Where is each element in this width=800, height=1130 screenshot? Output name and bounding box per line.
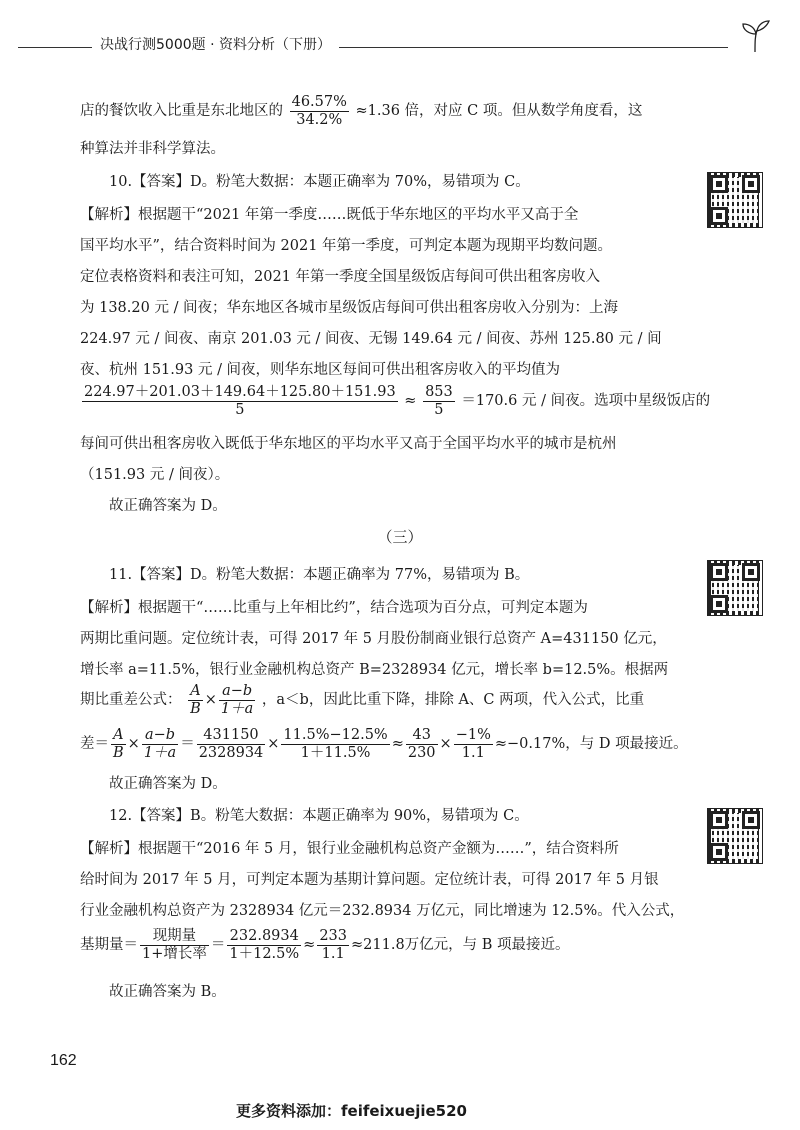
section-heading: （三） [377,528,423,546]
formula-line: 基期量＝ $\frac{\text{现期量}}{\text{1+增长率}}$ ＝ $\frac{232.8934}{1+12.5\%}$ ≈ $\frac{233}{1.1}$ ≈211.8万亿元，与 B 项最接近。 [80,928,570,962]
explanation-line: 224.97 元 / 间夜、南京 201.03 元 / 间夜、无锡 149.64 元 / 间夜、苏州 125.80 元 / 间 [80,331,662,347]
explanation-line: 行业金融机构总资产为 2328934 亿元＝232.8934 万亿元，同比增速为 12.5%。代入公式， [80,903,685,919]
explanation-line: 为 138.20 元 / 间夜；华东地区各城市星级饭店每间可供出租客房收入分别为：上海 [80,300,619,316]
qr-code-icon[interactable] [707,560,763,616]
explanation-line: 国平均水平”，结合资料时间为 2021 年第一季度，可判定本题为现期平均数问题。 [80,238,613,254]
formula-line: 差＝ $\frac{A}{B}$ × $\frac{a-b}{1+a}$ ＝ $\frac{431150}{2328934}$ × $\frac{11.5\%-12.5\%}{1+11.5\%}$ ≈ $\frac{43}{230}$ × $\frac{-1\%}{1.1}$ ≈−0.17%，与 D 项最接近。 [80,727,688,761]
ratio-fraction: $\frac{46.57\%}{34.2\%}$ [291,94,347,128]
answer-conclusion: 故正确答案为 D。 [109,776,227,792]
watermark-text: 更多资料添加：feifeixuejie520 [236,1102,467,1120]
answer-12: 12.【答案】B。粉笔大数据：本题正确率为 90%，易错项为 C。 [109,808,529,824]
running-header-title: 决战行测5000题 · 资料分析（下册） [92,34,339,54]
formula-line: 期比重差公式： $\frac{A}{B}$ × $\frac{a-b}{1+a}$ ，a＜b，因此比重下降，排除 A、C 两项，代入公式，比重 [80,683,645,717]
explanation-line: （151.93 元 / 间夜）。 [80,467,230,483]
qr-code-icon[interactable] [707,172,763,228]
paragraph-line: 店的餐饮收入比重是东北地区的 $\frac{46.57\%}{34.2\%}$ ≈1.36 倍，对应 C 项。但从数学角度看，这 [80,94,643,128]
qr-code-icon[interactable] [707,808,763,864]
explanation-line: 定位表格资料和表注可知，2021 年第一季度全国星级饭店每间可供出租客房收入 [80,269,601,285]
explanation-line: 两期比重问题。定位统计表，可得 2017 年 5 月股份制商业银行总资产 A=431150 亿元， [80,631,667,647]
explanation-line: 【解析】根据题干“2016 年 5 月，银行业金融机构总资产金额为……”，结合资料所 [80,841,619,857]
page-number: 162 [50,1052,77,1069]
answer-11: 11.【答案】D。粉笔大数据：本题正确率为 77%，易错项为 B。 [109,567,530,583]
answer-10: 10.【答案】D。粉笔大数据：本题正确率为 70%，易错项为 C。 [109,174,530,190]
explanation-line: 给时间为 2017 年 5 月，可判定本题为基期计算问题。定位统计表，可得 2017 年 5 月银 [80,872,659,888]
paragraph-line: 种算法并非科学算法。 [80,141,225,157]
answer-conclusion: 故正确答案为 D。 [109,498,227,514]
explanation-line: 【解析】根据题干“……比重与上年相比约”，结合选项为百分点，可判定本题为 [80,600,588,616]
explanation-line: 【解析】根据题干“2021 年第一季度……既低于华东地区的平均水平又高于全 [80,207,579,223]
sprout-icon [735,20,775,54]
answer-conclusion: 故正确答案为 B。 [109,984,226,1000]
explanation-line: 夜、杭州 151.93 元 / 间夜，则华东地区每间可供出租客房收入的平均值为 [80,362,561,378]
explanation-line: 每间可供出租客房收入既低于华东地区的平均水平又高于全国平均水平的城市是杭州 [80,436,617,452]
result-fraction: $\frac{853}{5}$ [425,384,453,418]
sum-fraction: $\frac{224.97+201.03+149.64+125.80+151.93}{5}$ [84,384,396,418]
explanation-line: 增长率 a=11.5%，银行业金融机构总资产 B=2328934 亿元，增长率 b=12.5%。根据两 [80,662,669,678]
average-formula: $\frac{224.97+201.03+149.64+125.80+151.93}{5}$ ≈ $\frac{853}{5}$ ＝170.6 元 / 间夜。选项中星级饭店的 [84,384,711,418]
